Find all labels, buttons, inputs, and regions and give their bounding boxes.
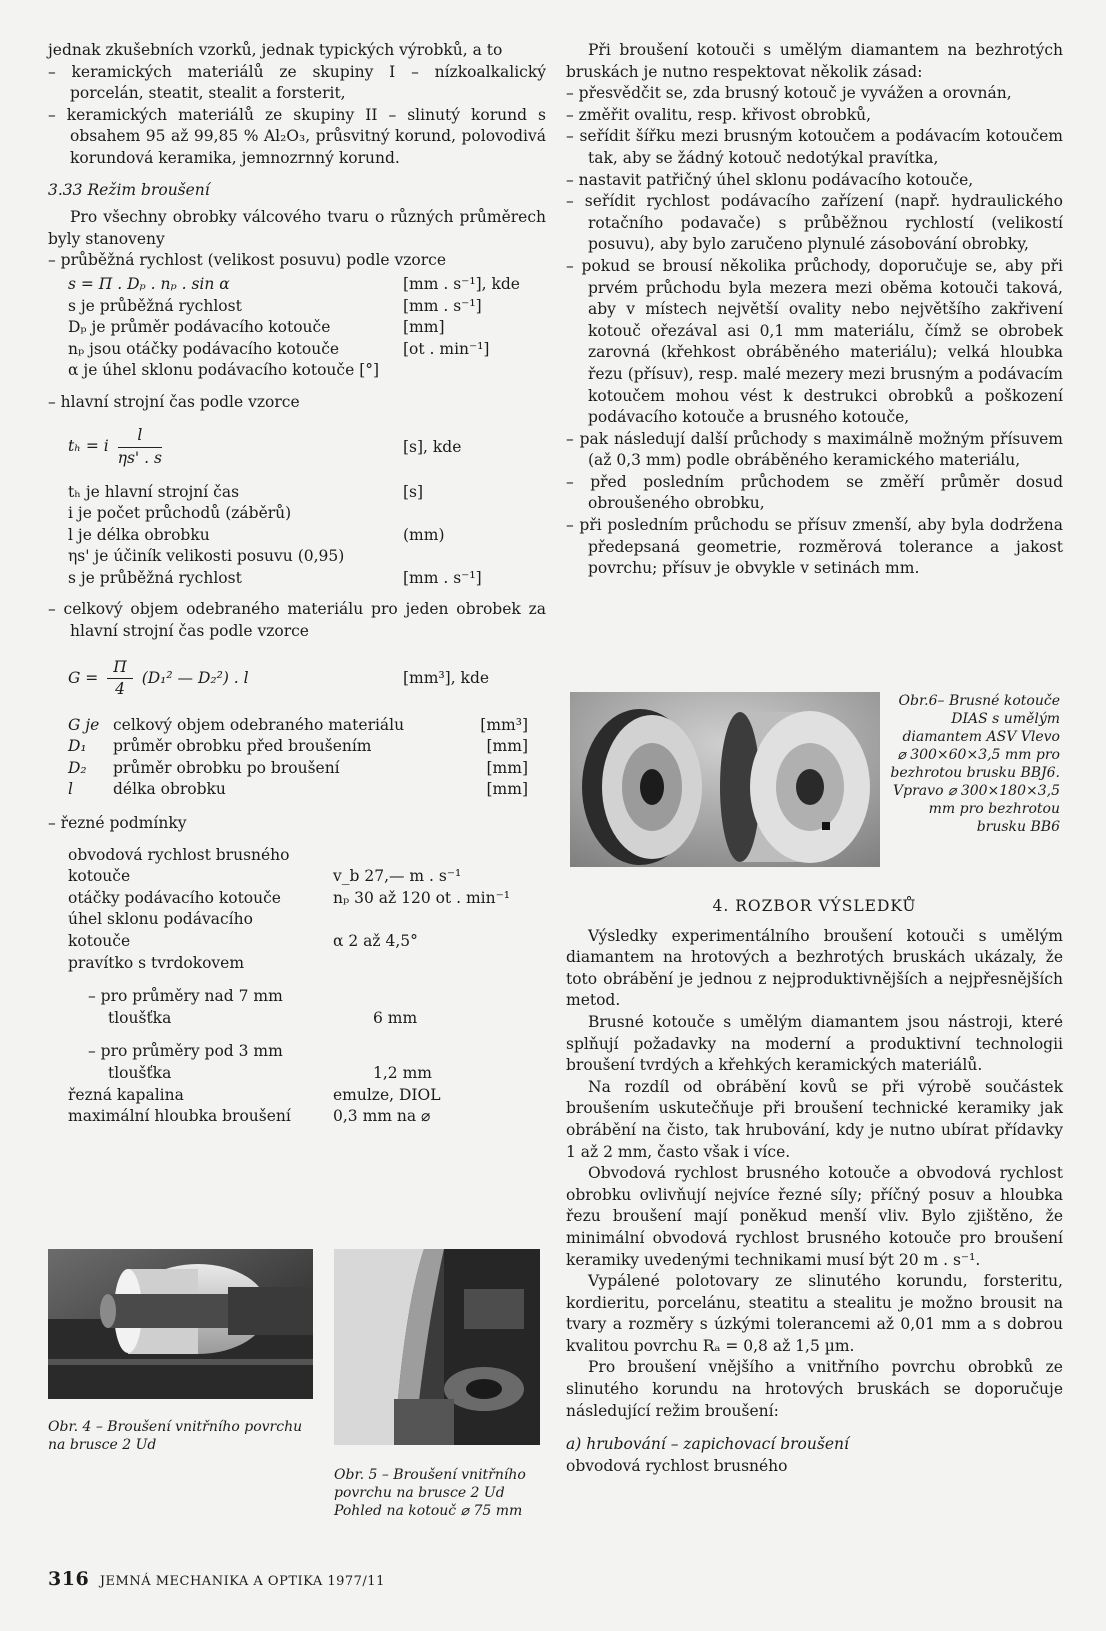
condition-row: – pro průměry nad 7 mm: [88, 987, 283, 1006]
section-heading-4: 4. ROZBOR VÝSLEDKŮ: [712, 897, 917, 915]
formula-2-row: ηs' je účiník velikosti posuvu (0,95): [68, 547, 345, 566]
condition-row: kotouče v_b 27,— m . s⁻¹: [68, 867, 462, 886]
results-paragraph: Vypálené polotovary ze slinutého korundu, forsteritu, kordieritu, porcelánu, steatitu a stealitu je možno brousit na tvary a rozměry s úzkými tolerancemi až 0,01 mm a s dobrou kvalitou povrchu Rₐ = 0,8 až 1,5 µm.: [566, 1272, 1063, 1355]
condition-row: – pro průměry pod 3 mm: [88, 1042, 283, 1061]
formula-1-block: [48, 274, 546, 382]
right-column-top: [566, 40, 1063, 580]
figure-5-photo: [334, 1249, 540, 1445]
figure-6-photo: [570, 692, 880, 867]
right-column-bottom: [566, 896, 1063, 1477]
results-paragraph: Brusné kotouče s umělým diamantem jsou nástroji, které splňují požadavky na moderní a produktivní technologii broušení tvrdých a křehkých keramických materiálů.: [566, 1012, 1063, 1075]
formula-1-row: s je průběžná rychlost [mm . s⁻¹]: [68, 296, 482, 315]
formula-2-block: [48, 482, 546, 590]
page-number: 316: [48, 1568, 90, 1590]
formula-3-row: l délka obrobku [mm]: [68, 780, 528, 799]
rule-item: – nastavit patřičný úhel sklonu podávacího kotouče,: [566, 170, 974, 189]
formula-2-row: l je délka obrobku (mm): [68, 525, 445, 544]
intro-text: jednak zkušebních vzorků, jednak typických výrobků, a to: [48, 41, 503, 59]
formula-2: tₕ = i $\frac{l}{\eta s' . s}$ [s], kde: [68, 426, 462, 467]
figure-5-caption: Obr. 5 – Broušení vnitřního povrchu na brusce 2 Ud Pohled na kotouč ⌀ 75 mm: [334, 1467, 526, 1519]
formula-3-row: G je celkový objem odebraného materiálu [mm³]: [68, 715, 528, 734]
page-footer: [48, 1568, 385, 1590]
cutting-conditions-item: – řezné podmínky: [48, 814, 187, 833]
last-line: obvodová rychlost brusného: [566, 1456, 788, 1475]
rule-item: – seřídit šířku mezi brusným kotoučem a podávacím kotoučem tak, aby se žádný kotouč nedotýkal pravítka,: [566, 127, 1063, 167]
material-group-2: – keramických materiálů ze skupiny II – slinutý korund s obsahem 95 až 99,85 % Al₂O₃, průsvitný korund, polovodivá korundová keramika, jemnozrnný korund.: [48, 105, 546, 167]
section-heading-3-33: 3.33 Režim broušení: [48, 180, 210, 199]
feed-rate-item: – průběžná rychlost (velikost posuvu) podle vzorce: [48, 251, 447, 270]
rule-item: – změřit ovalitu, resp. křivost obrobků,: [566, 105, 872, 124]
condition-row: kotouče α 2 až 4,5°: [68, 932, 418, 950]
formula-3: G = $\frac{\Pi}{4}$ (D₁² — D₂²) . l [mm³], kde: [68, 657, 490, 699]
rule-item: – seřídit rychlost podávacího zařízení (např. hydraulického rotačního podavače) s průběžnou rychlostí (velikostí posuvu), aby bylo zaručeno plynulé zásobování obrobky,: [566, 192, 1063, 254]
condition-row: řezná kapalina emulze, DIOL: [68, 1085, 441, 1104]
condition-row: obvodová rychlost brusného: [68, 845, 290, 864]
formula-2-row: i je počet průchodů (záběrů): [68, 504, 292, 523]
condition-row: úhel sklonu podávacího: [68, 910, 253, 929]
formula-3-row: D₁ průměr obrobku před broušením [mm]: [68, 737, 528, 756]
rule-item: – přesvědčit se, zda brusný kotouč je vyvážen a orovnán,: [566, 84, 1012, 103]
condition-row: tloušťka 6 mm: [108, 1008, 418, 1027]
formula-2-row: s je průběžná rychlost [mm . s⁻¹]: [68, 568, 482, 587]
results-paragraph: Obvodová rychlost brusného kotouče a obvodová rychlost obrobku ovlivňují nejvíce řezné síly; příčný posuv a hloubka řezu broušení mají poněkud menší vliv. Bylo zjištěno, že minimální obvodová rychlost brusného kotouče pro broušení keramiky uvedenými technikami musí být 20 m . s⁻¹.: [566, 1164, 1063, 1269]
condition-row: pravítko s tvrdokovem: [68, 953, 245, 972]
condition-row: maximální hloubka broušení 0,3 mm na ⌀: [68, 1107, 431, 1126]
rule-item: – před posledním průchodem se změří průměr dosud obroušeného obrobku,: [566, 472, 1063, 513]
grinding-intro: Pro všechny obrobky válcového tvaru o různých průměrech byly stanoveny: [48, 208, 546, 248]
left-column: [48, 40, 546, 1128]
formula-2-row: tₕ je hlavní strojní čas [s]: [68, 482, 424, 501]
formula-3-block: [48, 715, 546, 801]
results-paragraph: Na rozdíl od obrábění kovů se při výrobě součástek broušením uskutečňuje při broušení technické keramiky jak obrábění na čisto, tak hrubování, kdy je nutno ubírat přídavky 1 až 2 mm, často však i více.: [566, 1077, 1063, 1161]
material-group-1: – keramických materiálů ze skupiny I – nízkoalkalický porcelán, steatit, stealit a forsterit,: [48, 62, 546, 103]
formula-1-row: s = Π . Dₚ . nₚ . sin α [mm . s⁻¹], kde: [68, 274, 520, 293]
condition-row: otáčky podávacího kotouče nₚ 30 až 120 ot . min⁻¹: [68, 888, 510, 907]
rule-item: – pokud se brousí několika průchody, doporučuje se, aby při prvém průchodu byla mezera mezi oběma kotouči taková, aby v místech největší ovality nebo největšího zakřivení kotouč ořezával asi 0,1 mm materiálu, čímž se obrobek zarovná (křehkost obráběného materiálu); velká hloubka řezu (přísuv), resp. malé mezery mezi brusným a podávacím kotoučem mohou vést k destrukci obrobků a poškození podávacího kotouče a brusného kotouče,: [566, 256, 1063, 427]
conditions-block: [48, 845, 546, 1128]
rule-item: – pak následují další průchody s maximálně možným přísuvem (až 0,3 mm) podle obráběného keramického materiálu,: [566, 429, 1063, 470]
machine-time-item: – hlavní strojní čas podle vzorce: [48, 392, 300, 411]
roughing-subheading: a) hrubování – zapichovací broušení: [566, 1435, 849, 1454]
figure-4-caption: Obr. 4 – Broušení vnitřního povrchu na brusce 2 Ud: [48, 1419, 303, 1453]
rules-intro: Při broušení kotouči s umělým diamantem na bezhrotých bruskách je nutno respektovat několik zásad:: [566, 41, 1063, 81]
results-paragraph: Výsledky experimentálního broušení kotouči s umělým diamantem na hrotových a bezhrotých bruskách ukázaly, že toto obrábění je jednou z nejproduktivnějších a nejpřesnějších metod.: [566, 926, 1063, 1010]
figure-4-photo: [48, 1249, 313, 1399]
results-paragraph: Pro broušení vnějšího a vnitřního povrchu obrobků ze slinutého korundu na hrotových bruskách se doporučuje následující režim broušení:: [566, 1358, 1063, 1420]
rule-item: – při posledním průchodu se přísuv zmenší, aby byla dodržena předepsaná geometrie, rozměrová tolerance a jakost povrchu; přísuv je obvykle v setinách mm.: [566, 516, 1063, 578]
formula-1-row: nₚ jsou otáčky podávacího kotouče [ot . min⁻¹]: [68, 339, 490, 358]
formula-1-row: α je úhel sklonu podávacího kotouče [°]: [68, 361, 380, 380]
figure-6-caption: Obr.6– Brusné kotouče DIAS s umělým diamantem ASV Vlevo ⌀ 300×60×3,5 mm pro bezhrotou brusku BBJ6. Vpravo ⌀ 300×180×3,5 mm pro bezhrotou brusku BB6: [890, 693, 1060, 835]
condition-row: tloušťka 1,2 mm: [108, 1063, 432, 1082]
formula-1-row: Dₚ je průměr podávacího kotouče [mm]: [68, 318, 445, 337]
journal-name: JEMNÁ MECHANIKA A OPTIKA 1977/11: [99, 1574, 385, 1589]
volume-item: – celkový objem odebraného materiálu pro jeden obrobek za hlavní strojní čas podle vzorce: [48, 600, 546, 641]
formula-3-row: D₂ průměr obrobku po broušení [mm]: [68, 758, 528, 777]
